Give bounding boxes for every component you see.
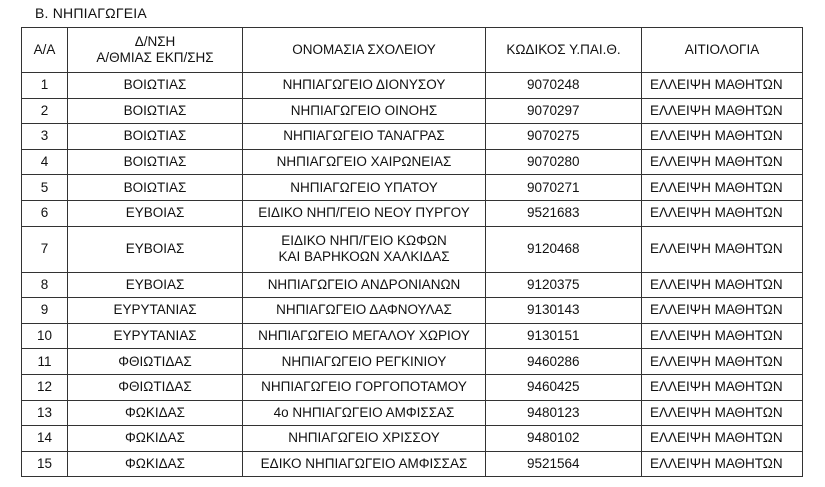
cell-num: 10 xyxy=(22,323,68,349)
header-row xyxy=(22,28,803,73)
cell-school-name: ΝΗΠΙΑΓΩΓΕΙΟ ΔΑΦΝΟΥΛΑΣ xyxy=(243,298,486,324)
cell-reason: ΕΛΛΕΙΨΗ ΜΑΘΗΤΩΝ xyxy=(642,149,803,175)
cell-school-name: ΝΗΠΙΑΓΩΓΕΙΟ ΑΝΔΡΟΝΙΑΝΩΝ xyxy=(243,272,486,298)
cell-directorate: ΒΟΙΩΤΙΑΣ xyxy=(68,73,243,99)
cell-reason: ΕΛΛΕΙΨΗ ΜΑΘΗΤΩΝ xyxy=(642,226,803,272)
cell-directorate: ΦΩΚΙΔΑΣ xyxy=(68,426,243,452)
cell-code: 9070280 xyxy=(486,149,642,175)
cell-num: 6 xyxy=(22,200,68,226)
cell-code: 9070271 xyxy=(486,175,642,201)
cell-directorate: ΒΟΙΩΤΙΑΣ xyxy=(68,149,243,175)
cell-num: 14 xyxy=(22,426,68,452)
cell-directorate: ΦΘΙΩΤΙΔΑΣ xyxy=(68,349,243,375)
cell-reason: ΕΛΛΕΙΨΗ ΜΑΘΗΤΩΝ xyxy=(642,374,803,400)
cell-school-name: ΝΗΠΙΑΓΩΓΕΙΟ ΟΙΝΟΗΣ xyxy=(243,98,486,124)
cell-directorate: ΦΩΚΙΔΑΣ xyxy=(68,400,243,426)
cell-school-name: ΝΗΠΙΑΓΩΓΕΙΟ ΧΡΙΣΣΟΥ xyxy=(243,426,486,452)
header-directorate-line2: Α/ΘΜΙΑΣ ΕΚΠ/ΣΗΣ xyxy=(96,50,214,65)
table-row xyxy=(22,400,803,426)
cell-code: 9130143 xyxy=(486,298,642,324)
table-row xyxy=(22,73,803,99)
cell-reason: ΕΛΛΕΙΨΗ ΜΑΘΗΤΩΝ xyxy=(642,298,803,324)
cell-reason: ΕΛΛΕΙΨΗ ΜΑΘΗΤΩΝ xyxy=(642,426,803,452)
cell-num: 9 xyxy=(22,298,68,324)
header-reason: ΑΙΤΙΟΛΟΓΙΑ xyxy=(642,28,803,73)
section-title: Β. ΝΗΠΙΑΓΩΓΕΙΑ xyxy=(35,5,147,21)
cell-school-name: ΝΗΠΙΑΓΩΓΕΙΟ ΔΙΟΝΥΣΟΥ xyxy=(243,73,486,99)
header-directorate-line1: Δ/ΝΣΗ xyxy=(134,34,176,49)
cell-school-name: ΝΗΠΙΑΓΩΓΕΙΟ ΓΟΡΓΟΠΟΤΑΜΟΥ xyxy=(243,374,486,400)
table-row xyxy=(22,272,803,298)
cell-reason: ΕΛΛΕΙΨΗ ΜΑΘΗΤΩΝ xyxy=(642,124,803,150)
cell-code: 9070275 xyxy=(486,124,642,150)
cell-code: 9480102 xyxy=(486,426,642,452)
cell-code: 9130151 xyxy=(486,323,642,349)
cell-code: 9521683 xyxy=(486,200,642,226)
cell-num: 1 xyxy=(22,73,68,99)
cell-school-name: ΕΔΙΚΟ ΝΗΠΙΑΓΩΓΕΙΟ ΑΜΦΙΣΣΑΣ xyxy=(243,451,486,477)
cell-num: 13 xyxy=(22,400,68,426)
cell-directorate: ΕΥΒΟΙΑΣ xyxy=(68,200,243,226)
table-row xyxy=(22,98,803,124)
cell-directorate: ΕΥΡΥΤΑΝΙΑΣ xyxy=(68,298,243,324)
cell-code: 9070297 xyxy=(486,98,642,124)
cell-num: 8 xyxy=(22,272,68,298)
header-school-name: ΟΝΟΜΑΣΙΑ ΣΧΟΛΕΙΟΥ xyxy=(243,28,486,73)
cell-directorate: ΒΟΙΩΤΙΑΣ xyxy=(68,124,243,150)
cell-num: 3 xyxy=(22,124,68,150)
cell-school-name-line2: ΚΑΙ ΒΑΡΗΚΟΩΝ ΧΑΛΚΙΔΑΣ xyxy=(278,249,450,265)
cell-directorate: ΒΟΙΩΤΙΑΣ xyxy=(68,175,243,201)
table-row xyxy=(22,323,803,349)
cell-school-name: ΝΗΠΙΑΓΩΓΕΙΟ ΡΕΓΚΙΝΙΟΥ xyxy=(243,349,486,375)
table-row xyxy=(22,200,803,226)
cell-code: 9460286 xyxy=(486,349,642,375)
cell-code: 9480123 xyxy=(486,400,642,426)
cell-code: 9120468 xyxy=(486,226,642,272)
cell-directorate: ΒΟΙΩΤΙΑΣ xyxy=(68,98,243,124)
cell-school-name: ΝΗΠΙΑΓΩΓΕΙΟ ΧΑΙΡΩΝΕΙΑΣ xyxy=(243,149,486,175)
cell-school-name: ΕΙΔΙΚΟ ΝΗΠ/ΓΕΙΟ ΝΕΟΥ ΠΥΡΓΟΥ xyxy=(243,200,486,226)
cell-directorate: ΦΩΚΙΔΑΣ xyxy=(68,451,243,477)
cell-code: 9070248 xyxy=(486,73,642,99)
cell-school-name: 4ο ΝΗΠΙΑΓΩΓΕΙΟ ΑΜΦΙΣΣΑΣ xyxy=(243,400,486,426)
cell-directorate: ΕΥΡΥΤΑΝΙΑΣ xyxy=(68,323,243,349)
cell-num: 5 xyxy=(22,175,68,201)
cell-reason: ΕΛΛΕΙΨΗ ΜΑΘΗΤΩΝ xyxy=(642,272,803,298)
header-directorate xyxy=(68,28,243,73)
cell-reason: ΕΛΛΕΙΨΗ ΜΑΘΗΤΩΝ xyxy=(642,73,803,99)
table-row xyxy=(22,298,803,324)
cell-school-name-line1: ΕΙΔΙΚΟ ΝΗΠ/ΓΕΙΟ ΚΩΦΩΝ xyxy=(281,233,447,249)
cell-school-name: ΝΗΠΙΑΓΩΓΕΙΟ ΥΠΑΤΟΥ xyxy=(243,175,486,201)
cell-reason: ΕΛΛΕΙΨΗ ΜΑΘΗΤΩΝ xyxy=(642,400,803,426)
cell-directorate: ΕΥΒΟΙΑΣ xyxy=(68,226,243,272)
cell-num: 11 xyxy=(22,349,68,375)
cell-school-name: ΝΗΠΙΑΓΩΓΕΙΟ ΜΕΓΑΛΟΥ ΧΩΡΙΟΥ xyxy=(243,323,486,349)
cell-code: 9521564 xyxy=(486,451,642,477)
header-code: ΚΩΔΙΚΟΣ Υ.ΠΑΙ.Θ. xyxy=(486,28,642,73)
table-row xyxy=(22,149,803,175)
table-row xyxy=(22,124,803,150)
table-row xyxy=(22,426,803,452)
cell-directorate: ΦΘΙΩΤΙΔΑΣ xyxy=(68,374,243,400)
cell-reason: ΕΛΛΕΙΨΗ ΜΑΘΗΤΩΝ xyxy=(642,175,803,201)
cell-reason: ΕΛΛΕΙΨΗ ΜΑΘΗΤΩΝ xyxy=(642,323,803,349)
cell-reason: ΕΛΛΕΙΨΗ ΜΑΘΗΤΩΝ xyxy=(642,451,803,477)
cell-num: 2 xyxy=(22,98,68,124)
table-row xyxy=(22,451,803,477)
cell-school-name: ΝΗΠΙΑΓΩΓΕΙΟ ΤΑΝΑΓΡΑΣ xyxy=(243,124,486,150)
table-row xyxy=(22,175,803,201)
table-row xyxy=(22,349,803,375)
table-row xyxy=(22,374,803,400)
cell-directorate: ΕΥΒΟΙΑΣ xyxy=(68,272,243,298)
cell-code: 9460425 xyxy=(486,374,642,400)
header-num: Α/Α xyxy=(22,28,68,73)
table-row xyxy=(22,226,803,272)
cell-num: 7 xyxy=(22,226,68,272)
cell-num: 15 xyxy=(22,451,68,477)
cell-num: 4 xyxy=(22,149,68,175)
schools-table xyxy=(21,27,803,477)
cell-num: 12 xyxy=(22,374,68,400)
cell-reason: ΕΛΛΕΙΨΗ ΜΑΘΗΤΩΝ xyxy=(642,349,803,375)
cell-school-name xyxy=(243,226,486,272)
cell-code: 9120375 xyxy=(486,272,642,298)
cell-reason: ΕΛΛΕΙΨΗ ΜΑΘΗΤΩΝ xyxy=(642,200,803,226)
cell-reason: ΕΛΛΕΙΨΗ ΜΑΘΗΤΩΝ xyxy=(642,98,803,124)
